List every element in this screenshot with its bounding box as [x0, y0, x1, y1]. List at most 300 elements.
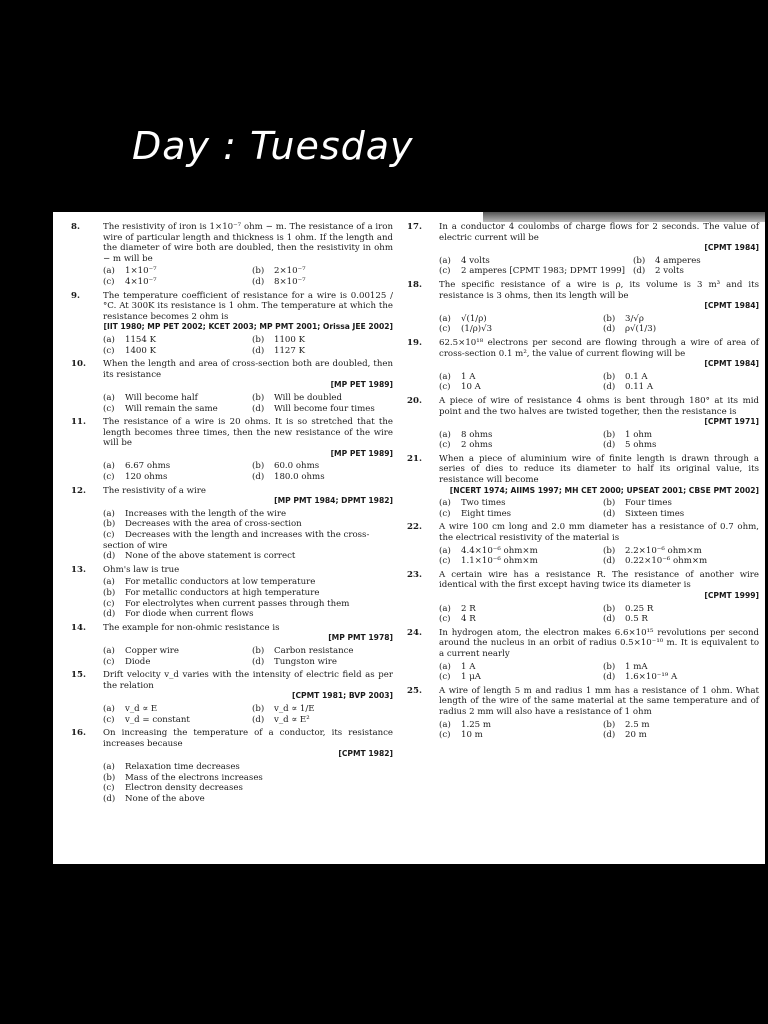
option-label: (a) — [439, 313, 451, 324]
question-sheet — [53, 212, 765, 864]
option-item — [633, 256, 759, 267]
option-label: (a) — [439, 719, 451, 730]
option-label: (d) — [603, 730, 616, 741]
option-label: (d) — [603, 508, 616, 519]
question-item — [71, 222, 393, 288]
option-label: (b) — [603, 498, 616, 509]
option-item — [603, 509, 759, 520]
option-text: Two times — [461, 498, 506, 509]
option-text: Carbon resistance — [274, 645, 354, 656]
option-label: (a) — [439, 498, 451, 509]
option-item — [103, 277, 244, 288]
question-text: When a piece of aluminium wire of finite length is drawn through a series of dies to reduce its diameter to half its original value, its resistance will become — [439, 453, 759, 486]
option-label: (d) — [603, 614, 616, 625]
option-item — [439, 440, 595, 451]
option-text: 4 amperes — [655, 255, 701, 266]
option-label: (d) — [603, 382, 616, 393]
question-item — [407, 280, 759, 335]
option-item — [439, 662, 595, 673]
question-source: [MP PET 1989] — [330, 380, 393, 390]
option-text: Eight times — [461, 508, 512, 519]
question-source: [MP PMT 1984; DPMT 1982] — [274, 496, 393, 506]
option-item — [103, 762, 393, 773]
option-item — [603, 324, 759, 335]
question-number: 14. — [71, 622, 86, 633]
option-text: 1 A — [461, 371, 476, 382]
option-text: 0.22×10⁻⁶ ohm×m — [625, 556, 708, 567]
option-text: 1 A — [461, 661, 476, 672]
option-text: For electrolytes when current passes through them — [125, 598, 350, 609]
options-list — [103, 461, 393, 482]
option-label: (d) — [603, 324, 616, 335]
option-label: (d) — [252, 345, 265, 356]
option-label: (b) — [603, 313, 616, 324]
question-item — [407, 570, 759, 625]
option-label: (c) — [439, 266, 451, 277]
option-text: For metallic conductors at high temperature — [125, 588, 320, 598]
option-item — [252, 646, 393, 657]
options-list — [439, 372, 759, 393]
option-text: 4 R — [461, 614, 476, 625]
question-number: 24. — [407, 627, 422, 638]
question-number: 12. — [71, 485, 86, 496]
option-item — [603, 556, 759, 567]
option-item — [439, 604, 595, 615]
option-text: (1/ρ)√3 — [461, 324, 493, 335]
question-number: 19. — [407, 337, 422, 348]
option-text: 2×10⁻⁷ — [274, 266, 306, 277]
option-item — [103, 472, 244, 483]
question-item — [407, 686, 759, 741]
question-text: The resistance of a wire is 20 ohms. It is so stretched that the length becomes three times, then the new resistance of the wire will be — [103, 417, 393, 449]
option-text: For diode when current flows — [125, 609, 254, 620]
option-item — [103, 266, 244, 277]
question-text: The example for non-ohmic resistance is — [103, 622, 280, 633]
option-text: Will become four times — [274, 403, 375, 414]
option-label: (a) — [103, 266, 115, 277]
question-text: A wire 100 cm long and 2.0 mm diameter has a resistance of 0.7 ohm, the electrical resistivity of the material is — [439, 522, 759, 544]
option-text: 5 ohms — [625, 440, 657, 451]
option-label: (a) — [439, 429, 451, 440]
options-list — [439, 314, 759, 335]
option-label: (a) — [439, 545, 451, 556]
option-label: (a) — [103, 761, 115, 772]
option-item — [103, 577, 393, 588]
option-item — [103, 551, 393, 562]
option-text: 1100 K — [274, 334, 306, 345]
option-text: Mass of the electrons increases — [125, 772, 263, 783]
option-label: (a) — [103, 508, 115, 519]
question-source: [CPMT 1999] — [704, 591, 759, 600]
options-list — [439, 498, 759, 519]
option-text: Decreases with the area of cross-section — [125, 519, 302, 530]
option-item — [439, 498, 595, 509]
option-item — [439, 730, 595, 741]
options-list — [103, 704, 393, 725]
question-number: 8. — [71, 222, 80, 232]
option-label: (c) — [439, 556, 451, 567]
option-item — [633, 266, 759, 277]
option-label: (c) — [439, 614, 451, 625]
option-text: 1.25 m — [461, 719, 492, 730]
option-text: 2.2×10⁻⁶ ohm×m — [625, 545, 702, 556]
question-item — [407, 222, 759, 277]
options-list — [103, 509, 393, 562]
question-number: 17. — [407, 222, 422, 232]
option-item — [252, 472, 393, 483]
question-text: In a conductor 4 coulombs of charge flows for 2 seconds. The value of electric current will be — [439, 222, 759, 243]
option-item — [252, 704, 393, 715]
option-label: (b) — [603, 545, 616, 556]
left-column — [71, 222, 393, 807]
option-text: 8 ohms — [461, 429, 493, 440]
question-text: Drift velocity v_d varies with the intensity of electric field as per the relation — [103, 670, 393, 691]
option-item — [439, 382, 595, 393]
question-number: 15. — [71, 670, 86, 681]
question-number: 22. — [407, 522, 422, 533]
option-item — [439, 509, 595, 520]
question-text: 62.5×10¹⁸ electrons per second are flowing through a wire of area of cross-section 0.1 m², the value of current flowing will be — [439, 337, 759, 359]
option-text: 2 ohms — [461, 440, 493, 451]
option-item — [103, 588, 393, 599]
option-text: 10 A — [461, 382, 481, 393]
option-label: (c) — [103, 472, 115, 483]
question-item — [71, 670, 393, 725]
option-item — [439, 614, 595, 625]
option-item — [603, 662, 759, 673]
question-item — [71, 728, 393, 804]
option-label: (c) — [439, 508, 451, 519]
question-number: 25. — [407, 685, 422, 696]
option-item — [439, 556, 595, 567]
option-text: 2 R — [461, 603, 476, 614]
question-number: 23. — [407, 569, 422, 580]
question-number: 10. — [71, 359, 86, 370]
option-item — [603, 672, 759, 683]
option-item — [252, 277, 393, 288]
option-label: (a) — [103, 461, 115, 472]
option-label: (a) — [439, 255, 451, 266]
option-label: (d) — [603, 440, 616, 451]
option-item — [252, 266, 393, 277]
option-text: 1.1×10⁻⁶ ohm×m — [461, 556, 538, 567]
option-text: None of the above statement is correct — [125, 551, 296, 562]
option-item — [103, 519, 393, 530]
option-text: ρ√(1/3) — [625, 324, 657, 335]
option-item — [603, 730, 759, 741]
option-text: v_d ∝ 1/E — [274, 703, 315, 714]
option-label: (c) — [103, 345, 115, 356]
question-text: In hydrogen atom, the electron makes 6.6×10¹⁵ revolutions per second around the nucleus in an orbit of radius 0.5×10⁻¹⁰ m. It is equivalent to a current nearly — [439, 627, 759, 659]
option-text: 1127 K — [274, 345, 306, 356]
question-item — [407, 454, 759, 520]
option-text: Sixteen times — [625, 508, 685, 519]
option-text: Tungston wire — [274, 656, 337, 667]
options-list — [439, 546, 759, 567]
option-label: (b) — [252, 461, 265, 472]
option-label: (c) — [439, 382, 451, 393]
option-text: v_d ∝ E — [125, 703, 158, 714]
options-list — [103, 762, 393, 804]
option-item — [103, 461, 244, 472]
question-source: [CPMT 1971] — [704, 417, 759, 427]
option-text: Will become half — [125, 392, 198, 403]
option-label: (b) — [603, 661, 616, 672]
question-source: [CPMT 1984] — [704, 243, 759, 253]
option-text: Diode — [125, 656, 151, 667]
option-item — [103, 530, 393, 551]
option-text: 8×10⁻⁷ — [274, 276, 306, 287]
option-text: 6.67 ohms — [125, 461, 171, 472]
option-label: (b) — [252, 392, 265, 403]
option-item — [603, 314, 759, 325]
option-label: (c) — [439, 672, 451, 683]
option-text: Will be doubled — [274, 392, 343, 403]
option-label: (c) — [103, 714, 115, 725]
option-label: (b) — [103, 519, 116, 530]
option-label: (b) — [252, 703, 265, 714]
question-item — [407, 522, 759, 566]
option-text: 0.25 R — [625, 603, 654, 614]
option-label: (b) — [603, 371, 616, 382]
option-label: (b) — [252, 334, 265, 345]
options-list — [439, 662, 759, 683]
option-text: Copper wire — [125, 645, 179, 656]
option-text: 10 m — [461, 730, 483, 741]
question-source: [CPMT 1981; BVP 2003] — [292, 691, 393, 701]
option-label: (c) — [439, 324, 451, 335]
options-list — [439, 430, 759, 451]
option-label: (d) — [252, 656, 265, 667]
option-text: 120 ohms — [125, 472, 168, 483]
options-list — [439, 604, 759, 625]
option-text: 1400 K — [125, 345, 157, 356]
option-item — [439, 314, 595, 325]
option-label: (d) — [252, 403, 265, 414]
option-text: 3/√ρ — [625, 313, 644, 324]
option-label: (d) — [252, 276, 265, 287]
option-text: Electron density decreases — [125, 783, 243, 794]
option-item — [103, 773, 393, 784]
option-item — [439, 672, 595, 683]
option-label: (c) — [103, 598, 115, 609]
option-text: 2.5 m — [625, 719, 650, 730]
option-item — [103, 794, 393, 805]
question-number: 18. — [407, 279, 422, 290]
option-text: 0.11 A — [625, 382, 654, 393]
option-label: (b) — [103, 588, 116, 598]
option-label: (d) — [603, 672, 616, 683]
question-source: [MP PMT 1978] — [328, 633, 393, 643]
question-text: A piece of wire of resistance 4 ohms is bent through 180° at its mid point and the two halves are twisted together, then the resistance is — [439, 395, 759, 417]
option-text: 4.4×10⁻⁶ ohm×m — [461, 545, 538, 556]
option-text: Will remain the same — [125, 403, 218, 414]
option-text: 1154 K — [125, 334, 157, 345]
option-label: (a) — [103, 334, 115, 345]
option-item — [603, 440, 759, 451]
option-item — [103, 346, 244, 357]
option-text: For metallic conductors at low temperature — [125, 577, 316, 588]
option-item — [252, 346, 393, 357]
option-item — [439, 266, 625, 277]
question-item — [407, 628, 759, 683]
option-text: 1 ohm — [625, 429, 653, 440]
option-item — [103, 335, 244, 346]
option-item — [252, 715, 393, 726]
question-number: 13. — [71, 564, 86, 575]
question-text: The resistivity of a wire — [103, 485, 206, 496]
option-text: 2 amperes [CPMT 1983; DPMT 1999] — [461, 266, 626, 277]
option-text: 1×10⁻⁷ — [125, 266, 157, 277]
option-text: 60.0 ohms — [274, 461, 320, 472]
option-item — [603, 498, 759, 509]
option-label: (d) — [252, 472, 265, 483]
option-item — [252, 461, 393, 472]
option-item — [252, 404, 393, 415]
option-label: (a) — [103, 577, 115, 588]
option-label: (b) — [252, 266, 265, 277]
question-item — [71, 486, 393, 562]
page-top-strip — [483, 212, 765, 222]
question-text: The temperature coefficient of resistance for a wire is 0.00125 /°C. At 300K its resistance is 1 ohm. The temperature at which the resistance becomes 2 ohm is — [103, 290, 393, 322]
option-item — [252, 657, 393, 668]
option-text: 1 μA — [461, 672, 481, 683]
option-item — [103, 393, 244, 404]
option-item — [103, 599, 393, 610]
question-item — [407, 338, 759, 393]
question-source: [IIT 1980; MP PET 2002; KCET 2003; MP PMT 2001; Orissa JEE 2002] — [103, 322, 393, 332]
options-list — [103, 646, 393, 667]
option-text: Increases with the length of the wire — [125, 508, 287, 519]
option-item — [439, 720, 595, 731]
option-label: (a) — [103, 645, 115, 656]
option-text: 4 volts — [461, 255, 490, 266]
option-label: (a) — [439, 603, 451, 614]
question-text: Ohm's law is true — [103, 564, 180, 575]
question-number: 9. — [71, 290, 80, 301]
option-item — [603, 430, 759, 441]
option-label: (d) — [103, 551, 116, 562]
option-item — [603, 372, 759, 383]
option-label: (a) — [439, 661, 451, 672]
option-item — [103, 646, 244, 657]
question-item — [71, 623, 393, 667]
option-item — [603, 546, 759, 557]
option-text: 0.5 R — [625, 614, 648, 625]
question-item — [71, 565, 393, 620]
question-item — [71, 417, 393, 483]
option-text: Decreases with the length and increases with the cross-section of wire — [103, 530, 370, 551]
option-text: 20 m — [625, 730, 647, 741]
option-text: 2 volts — [655, 266, 684, 277]
option-item — [603, 604, 759, 615]
option-item — [103, 509, 393, 520]
option-label: (c) — [103, 276, 115, 287]
option-label: (b) — [252, 645, 265, 656]
option-item — [439, 430, 595, 441]
options-list — [439, 256, 759, 277]
option-text: 180.0 ohms — [274, 472, 325, 483]
option-text: v_d = constant — [125, 714, 190, 725]
option-item — [103, 609, 393, 620]
option-label: (b) — [603, 429, 616, 440]
right-column — [407, 222, 759, 744]
option-label: (c) — [103, 656, 115, 667]
option-text: 1.6×10⁻¹⁹ A — [625, 672, 678, 683]
day-title: Day : Tuesday — [132, 124, 414, 168]
question-source: [CPMT 1984] — [704, 301, 759, 311]
question-source: [CPMT 1982] — [338, 749, 393, 759]
option-item — [252, 335, 393, 346]
option-label: (a) — [439, 371, 451, 382]
question-number: 20. — [407, 395, 422, 406]
option-label: (b) — [633, 255, 646, 266]
option-item — [103, 657, 244, 668]
option-label: (d) — [603, 556, 616, 567]
option-item — [252, 393, 393, 404]
option-label: (c) — [439, 730, 451, 741]
options-list — [103, 577, 393, 619]
option-label: (a) — [103, 392, 115, 403]
option-item — [603, 382, 759, 393]
question-source: [MP PET 1989] — [330, 448, 393, 458]
option-item — [103, 783, 393, 794]
question-number: 21. — [407, 453, 422, 464]
question-text: On increasing the temperature of a conductor, its resistance increases because — [103, 728, 393, 749]
option-label: (c) — [103, 783, 115, 794]
question-text: The specific resistance of a wire is ρ, its volume is 3 m³ and its resistance is 3 ohms, then its length will be — [439, 279, 759, 301]
question-text: When the length and area of cross-section both are doubled, then its resistance — [103, 359, 393, 380]
option-label: (b) — [103, 772, 116, 783]
question-text: The resistivity of iron is 1×10⁻⁷ ohm − m. The resistance of a iron wire of particular length and thickness is 1 ohm. If the length and the diameter of wire both are doubled, then the resistivity in ohm − m will be — [103, 222, 393, 264]
question-source: [CPMT 1984] — [704, 359, 759, 369]
option-label: (b) — [603, 719, 616, 730]
option-item — [103, 704, 244, 715]
option-item — [103, 715, 244, 726]
question-number: 11. — [71, 417, 86, 428]
options-list — [103, 393, 393, 414]
options-list — [103, 266, 393, 287]
option-text: None of the above — [125, 793, 205, 804]
option-item — [603, 614, 759, 625]
option-item — [603, 720, 759, 731]
option-label: (d) — [252, 714, 265, 725]
question-source: [NCERT 1974; AIIMS 1997; MH CET 2000; UPSEAT 2001; CBSE PMT 2002] — [449, 485, 759, 495]
option-item — [439, 256, 625, 267]
option-label: (a) — [103, 703, 115, 714]
option-label: (c) — [439, 440, 451, 451]
option-text: 4×10⁻⁷ — [125, 276, 157, 287]
option-item — [439, 372, 595, 383]
option-item — [103, 404, 244, 415]
question-text: A certain wire has a resistance R. The resistance of another wire identical with the first except having twice its diameter is — [439, 569, 759, 591]
option-text: 1 mA — [625, 661, 648, 672]
option-text: 0.1 A — [625, 371, 648, 382]
option-label: (c) — [103, 530, 115, 541]
options-list — [103, 335, 393, 356]
option-text: Four times — [625, 498, 672, 509]
option-item — [439, 324, 595, 335]
question-number: 16. — [71, 728, 86, 739]
question-text: A wire of length 5 m and radius 1 mm has a resistance of 1 ohm. What length of the wire of the same material at the same temperature and of radius 2 mm will also have a resistance of 1 ohm — [439, 685, 759, 717]
option-text: Relaxation time decreases — [125, 761, 240, 772]
options-list — [439, 720, 759, 741]
question-item — [71, 291, 393, 357]
option-label: (d) — [633, 266, 646, 277]
option-item — [439, 546, 595, 557]
option-text: v_d ∝ E² — [274, 714, 310, 725]
option-label: (d) — [103, 609, 116, 620]
